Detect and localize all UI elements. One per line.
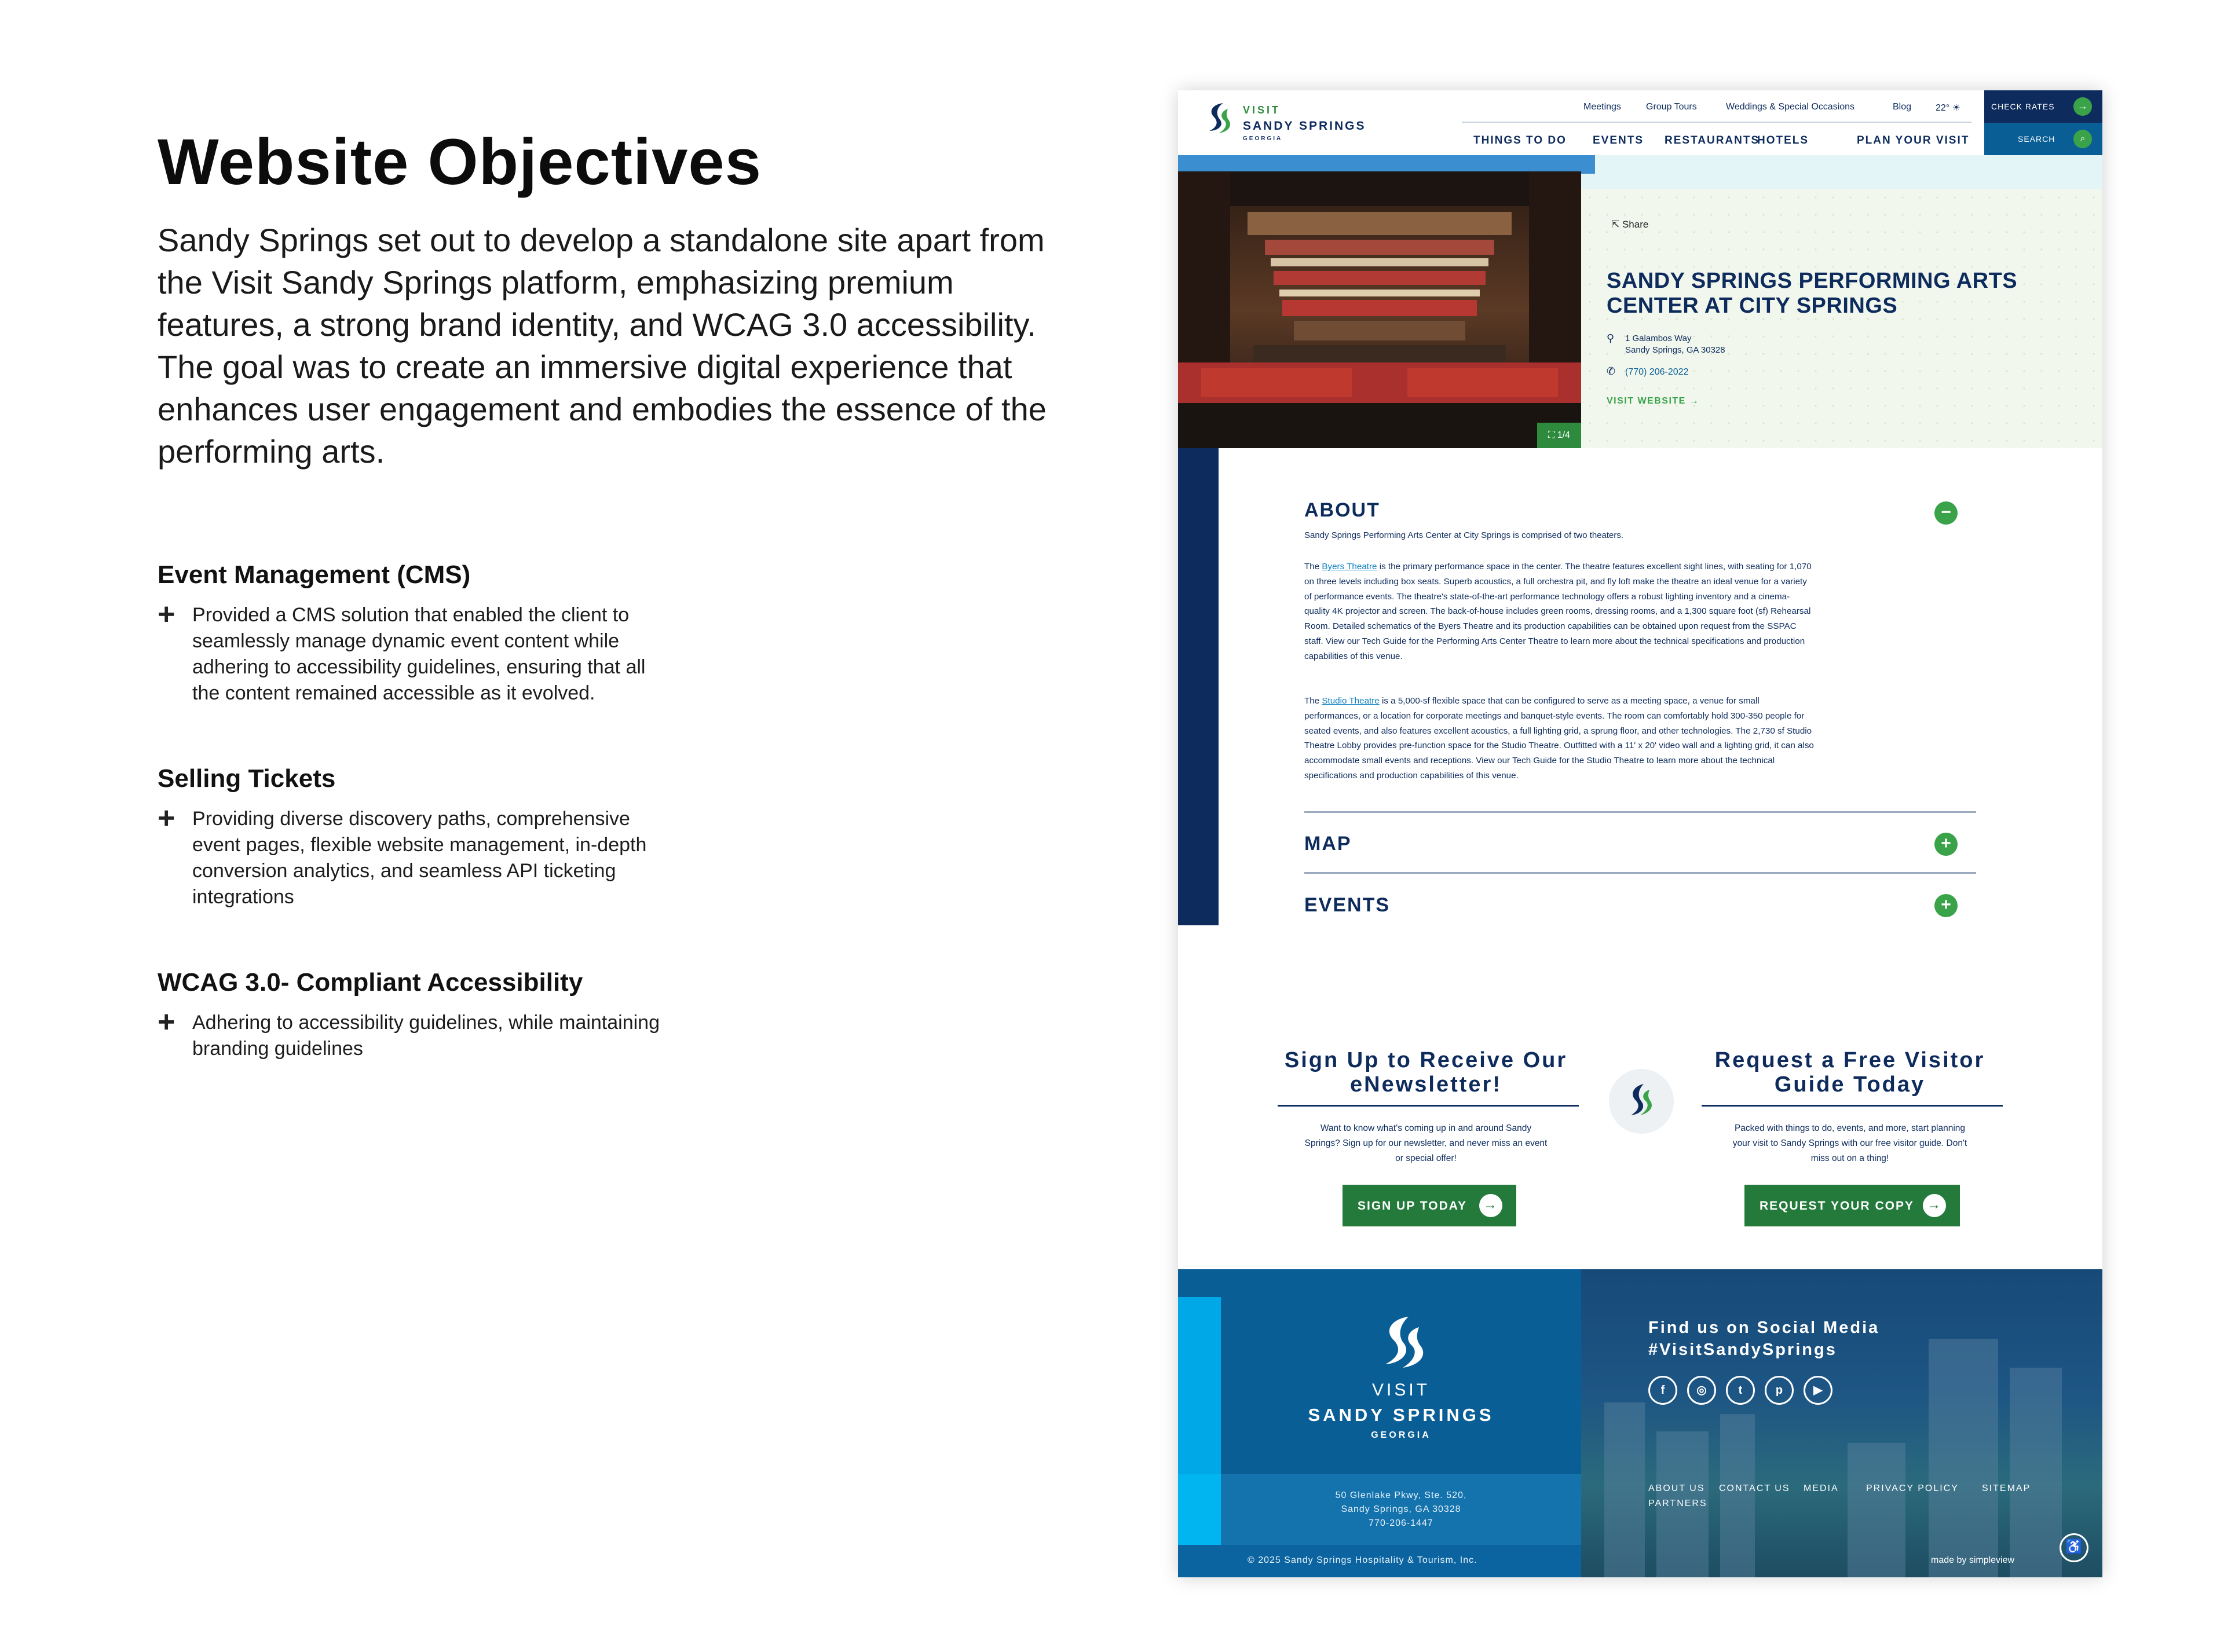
util-nav-blog[interactable]: Blog (1893, 102, 1912, 112)
nav-events[interactable]: EVENTS (1593, 134, 1644, 146)
feature-tickets (158, 764, 679, 910)
footer-stripe (1178, 1269, 1221, 1297)
logo-s-icon[interactable] (1201, 101, 1234, 135)
byers-theatre-link[interactable]: Byers Theatre (1322, 562, 1377, 572)
util-nav-meetings[interactable]: Meetings (1583, 102, 1621, 112)
feature-text: Provided a CMS solution that enabled the client to seamlessly manage dynamic event content while adhering to accessibility guidelines, ensuring that all the content remained accessible as it evolved. (192, 604, 646, 704)
facebook-icon[interactable]: f (1648, 1376, 1677, 1405)
feature-title: Selling Tickets (158, 764, 336, 793)
nav-divider (1462, 122, 1971, 123)
util-nav-group-tours[interactable]: Group Tours (1646, 102, 1697, 112)
intro-paragraph: Sandy Springs set out to develop a standalone site apart from the Visit Sandy Springs platform, emphasizing premium features, a strong brand identity, and WCAG 3.0 accessibility. The goal was to create an immersive digital experience that enhances user engagement and embodies the essence of the performing arts. (158, 222, 1047, 470)
accordion-divider (1304, 872, 1976, 874)
pinterest-icon[interactable]: p (1765, 1376, 1794, 1405)
accordion-divider (1304, 811, 1976, 813)
footer-link-partners[interactable]: PARTNERS (1648, 1499, 1707, 1508)
newsletter-heading: Sign Up to Receive Our eNewsletter! (1284, 1048, 1568, 1097)
footer-link-media[interactable]: MEDIA (1804, 1483, 1839, 1493)
studio-theatre-link[interactable]: Studio Theatre (1322, 696, 1380, 706)
about-text: is a 5,000-sf flexible space that can be configured to serve as a meeting space, a venue for small performances, or a location for corporate meetings and banquet-style events. The room can comfortably hold 300-350 people for seated events, and also features excellent acoustics, a full lighting grid, a sprung floor, and other technologies. The 2,730 sf Studio Theatre Lobby provides pre-function space for the Studio Theatre. Outfitted with a 11' x 20' video wall and a lighting grid, it can also accommodate small events and receptions. View our Tech Guide for the Studio Theatre to learn more about the technical specifications and production capabilities of this venue. (1304, 696, 1814, 781)
sign-up-button[interactable] (1343, 1185, 1516, 1226)
footer-city-photo (1581, 1269, 2102, 1577)
about-text: is the primary performance space in the center. The theatre features excellent sight lines, with seating for 1,070 on three levels including box seats. Superb acoustics, a full orchestra pit, and fly loft make the theatre an ideal venue for a variety of performance events. The theatre's state-of-the-art performance technology offers a robust lighting inventory and a cinema-quality 4K projector and screen. The back-of-house includes green rooms, dressing rooms, and a 1,300 square foot (sf) Rehearsal Room. Detailed schematics of the Byers Theatre and its production capabilities can be obtained upon request from the SSPAC staff. View our Tech Guide for the Performing Arts Center Theatre to learn more about the technical specifications and production capabilities of this venue. (1304, 562, 1812, 661)
about-heading[interactable]: ABOUT (1304, 499, 1380, 521)
footer-address-line2: Sandy Springs, GA 30328 (1341, 1504, 1461, 1514)
building (1604, 1402, 1645, 1577)
map-expand-toggle[interactable]: + (1934, 833, 1958, 856)
arrow-right-icon: → (1923, 1194, 1946, 1217)
search-button[interactable] (1984, 123, 2102, 155)
feature-wcag (158, 968, 679, 1062)
nav-restaurants[interactable]: RESTAURANTS (1665, 134, 1760, 146)
guide-heading: Request a Free Visitor Guide Today (1714, 1048, 1985, 1097)
footer-address-line1: 50 Glenlake Pkwy, Ste. 520, (1335, 1490, 1467, 1500)
about-text: The (1304, 696, 1322, 706)
share-button[interactable] (1611, 219, 1648, 230)
about-paragraph-byers (1304, 559, 1814, 664)
footer-logo-visit: VISIT (1371, 1380, 1430, 1400)
logo-name-text: SANDY SPRINGS (1243, 119, 1366, 133)
share-icon: ⇱ (1611, 219, 1622, 230)
twitter-icon[interactable]: t (1726, 1376, 1755, 1405)
guide-text: Packed with things to do, events, and more, start planning your visit to Sandy Springs with our free visitor guide. Don't miss out on a thing! (1732, 1123, 1967, 1163)
weather-readout: 22° ☀ (1936, 103, 1960, 113)
about-subtitle: Sandy Springs Performing Arts Center at City Springs is comprised of two theaters. (1304, 530, 1624, 540)
photo-count-badge[interactable]: ⛶ 1/4 (1537, 423, 1581, 448)
footer-link-about[interactable]: ABOUT US (1648, 1483, 1705, 1493)
arrow-right-icon: → (1479, 1194, 1502, 1217)
footer-logo-s-icon[interactable] (1374, 1313, 1429, 1371)
newsletter-text: Want to know what's coming up in and around Sandy Springs? Sign up for our newsletter, and never miss an event or special offer! (1304, 1123, 1548, 1163)
plus-icon: + (158, 801, 175, 835)
venue-title: SANDY SPRINGS PERFORMING ARTS CENTER AT CITY SPRINGS (1607, 269, 2018, 318)
footer-copyright: © 2025 Sandy Springs Hospitality & Tourism, Inc. (1248, 1555, 1477, 1565)
visit-website-link[interactable]: VISIT WEBSITE → (1607, 396, 1700, 406)
venue-address-line1: 1 Galambos Way (1625, 334, 1692, 343)
events-heading[interactable]: EVENTS (1304, 894, 1391, 916)
youtube-icon[interactable]: ▶ (1804, 1376, 1832, 1405)
nav-things-to-do[interactable]: THINGS TO DO (1473, 134, 1567, 146)
share-label: Share (1622, 219, 1649, 230)
website-screenshot (1178, 90, 2102, 1577)
events-expand-toggle[interactable]: + (1934, 894, 1958, 917)
social-heading-line1: Find us on Social Media (1648, 1318, 1880, 1337)
logo-region-text: GEORGIA (1243, 135, 1283, 142)
venue-phone-link[interactable]: (770) 206-2022 (1625, 367, 1689, 377)
venue-address-line2: Sandy Springs, GA 30328 (1625, 345, 1725, 355)
feature-title: Event Management (CMS) (158, 561, 471, 589)
side-accent-bar (1178, 448, 1219, 925)
check-rates-label: CHECK RATES (1991, 102, 2055, 111)
search-icon: ⌕ (2073, 130, 2092, 148)
nav-hotels[interactable]: HOTELS (1757, 134, 1809, 146)
accessibility-icon[interactable]: ♿ (2060, 1533, 2088, 1562)
arrow-right-icon: → (2073, 97, 2092, 116)
feature-cms (158, 561, 679, 706)
request-copy-label: REQUEST YOUR COPY (1760, 1199, 1914, 1213)
about-collapse-toggle[interactable]: − (1934, 501, 1958, 525)
location-pin-icon: ⚲ (1607, 332, 1615, 344)
footer-phone[interactable]: 770-206-1447 (1369, 1518, 1433, 1528)
made-by-simpleview[interactable]: made by simpleview (1931, 1555, 2015, 1565)
about-text: The (1304, 562, 1322, 572)
footer-link-privacy[interactable]: PRIVACY POLICY (1866, 1483, 1959, 1493)
feature-title: WCAG 3.0- Compliant Accessibility (158, 968, 583, 997)
building (1720, 1414, 1755, 1577)
building (1848, 1443, 1905, 1577)
instagram-icon[interactable]: ◎ (1687, 1376, 1716, 1405)
social-hashtag: #VisitSandySprings (1648, 1340, 1837, 1359)
plus-icon: + (158, 1005, 175, 1039)
hero-info-panel (1581, 189, 2102, 448)
logo-s-badge-icon (1609, 1069, 1674, 1134)
theatre-photo[interactable] (1178, 171, 1581, 448)
about-paragraph-studio (1304, 694, 1814, 783)
map-heading[interactable]: MAP (1304, 833, 1352, 855)
feature-text: Providing diverse discovery paths, comprehensive event pages, flexible website management, in-depth conversion analytics, and seamless API ticketing integrations (192, 808, 647, 908)
phone-icon: ✆ (1607, 365, 1616, 377)
nav-plan-your-visit[interactable]: PLAN YOUR VISIT (1857, 134, 1970, 146)
guide-divider (1702, 1105, 2003, 1107)
newsletter-divider (1278, 1105, 1579, 1107)
search-label: SEARCH (2018, 134, 2055, 144)
util-nav-weddings[interactable]: Weddings & Special Occasions (1726, 102, 1855, 112)
building (2010, 1368, 2062, 1577)
page-title: Website Objectives (158, 126, 762, 198)
social-heading (1648, 1317, 1879, 1361)
sign-up-label: SIGN UP TODAY (1358, 1199, 1467, 1213)
feature-text: Adhering to accessibility guidelines, while maintaining branding guidelines (192, 1012, 660, 1060)
logo-visit-text: VISIT (1243, 104, 1281, 116)
footer-logo-region: GEORGIA (1371, 1430, 1431, 1440)
request-copy-button[interactable] (1744, 1185, 1960, 1226)
check-rates-button[interactable] (1984, 90, 2102, 123)
plus-icon: + (158, 598, 175, 631)
footer-link-sitemap[interactable]: SITEMAP (1982, 1483, 2031, 1493)
footer-link-contact[interactable]: CONTACT US (1719, 1483, 1790, 1493)
footer-logo-name: SANDY SPRINGS (1308, 1405, 1494, 1425)
building (1929, 1339, 1998, 1577)
